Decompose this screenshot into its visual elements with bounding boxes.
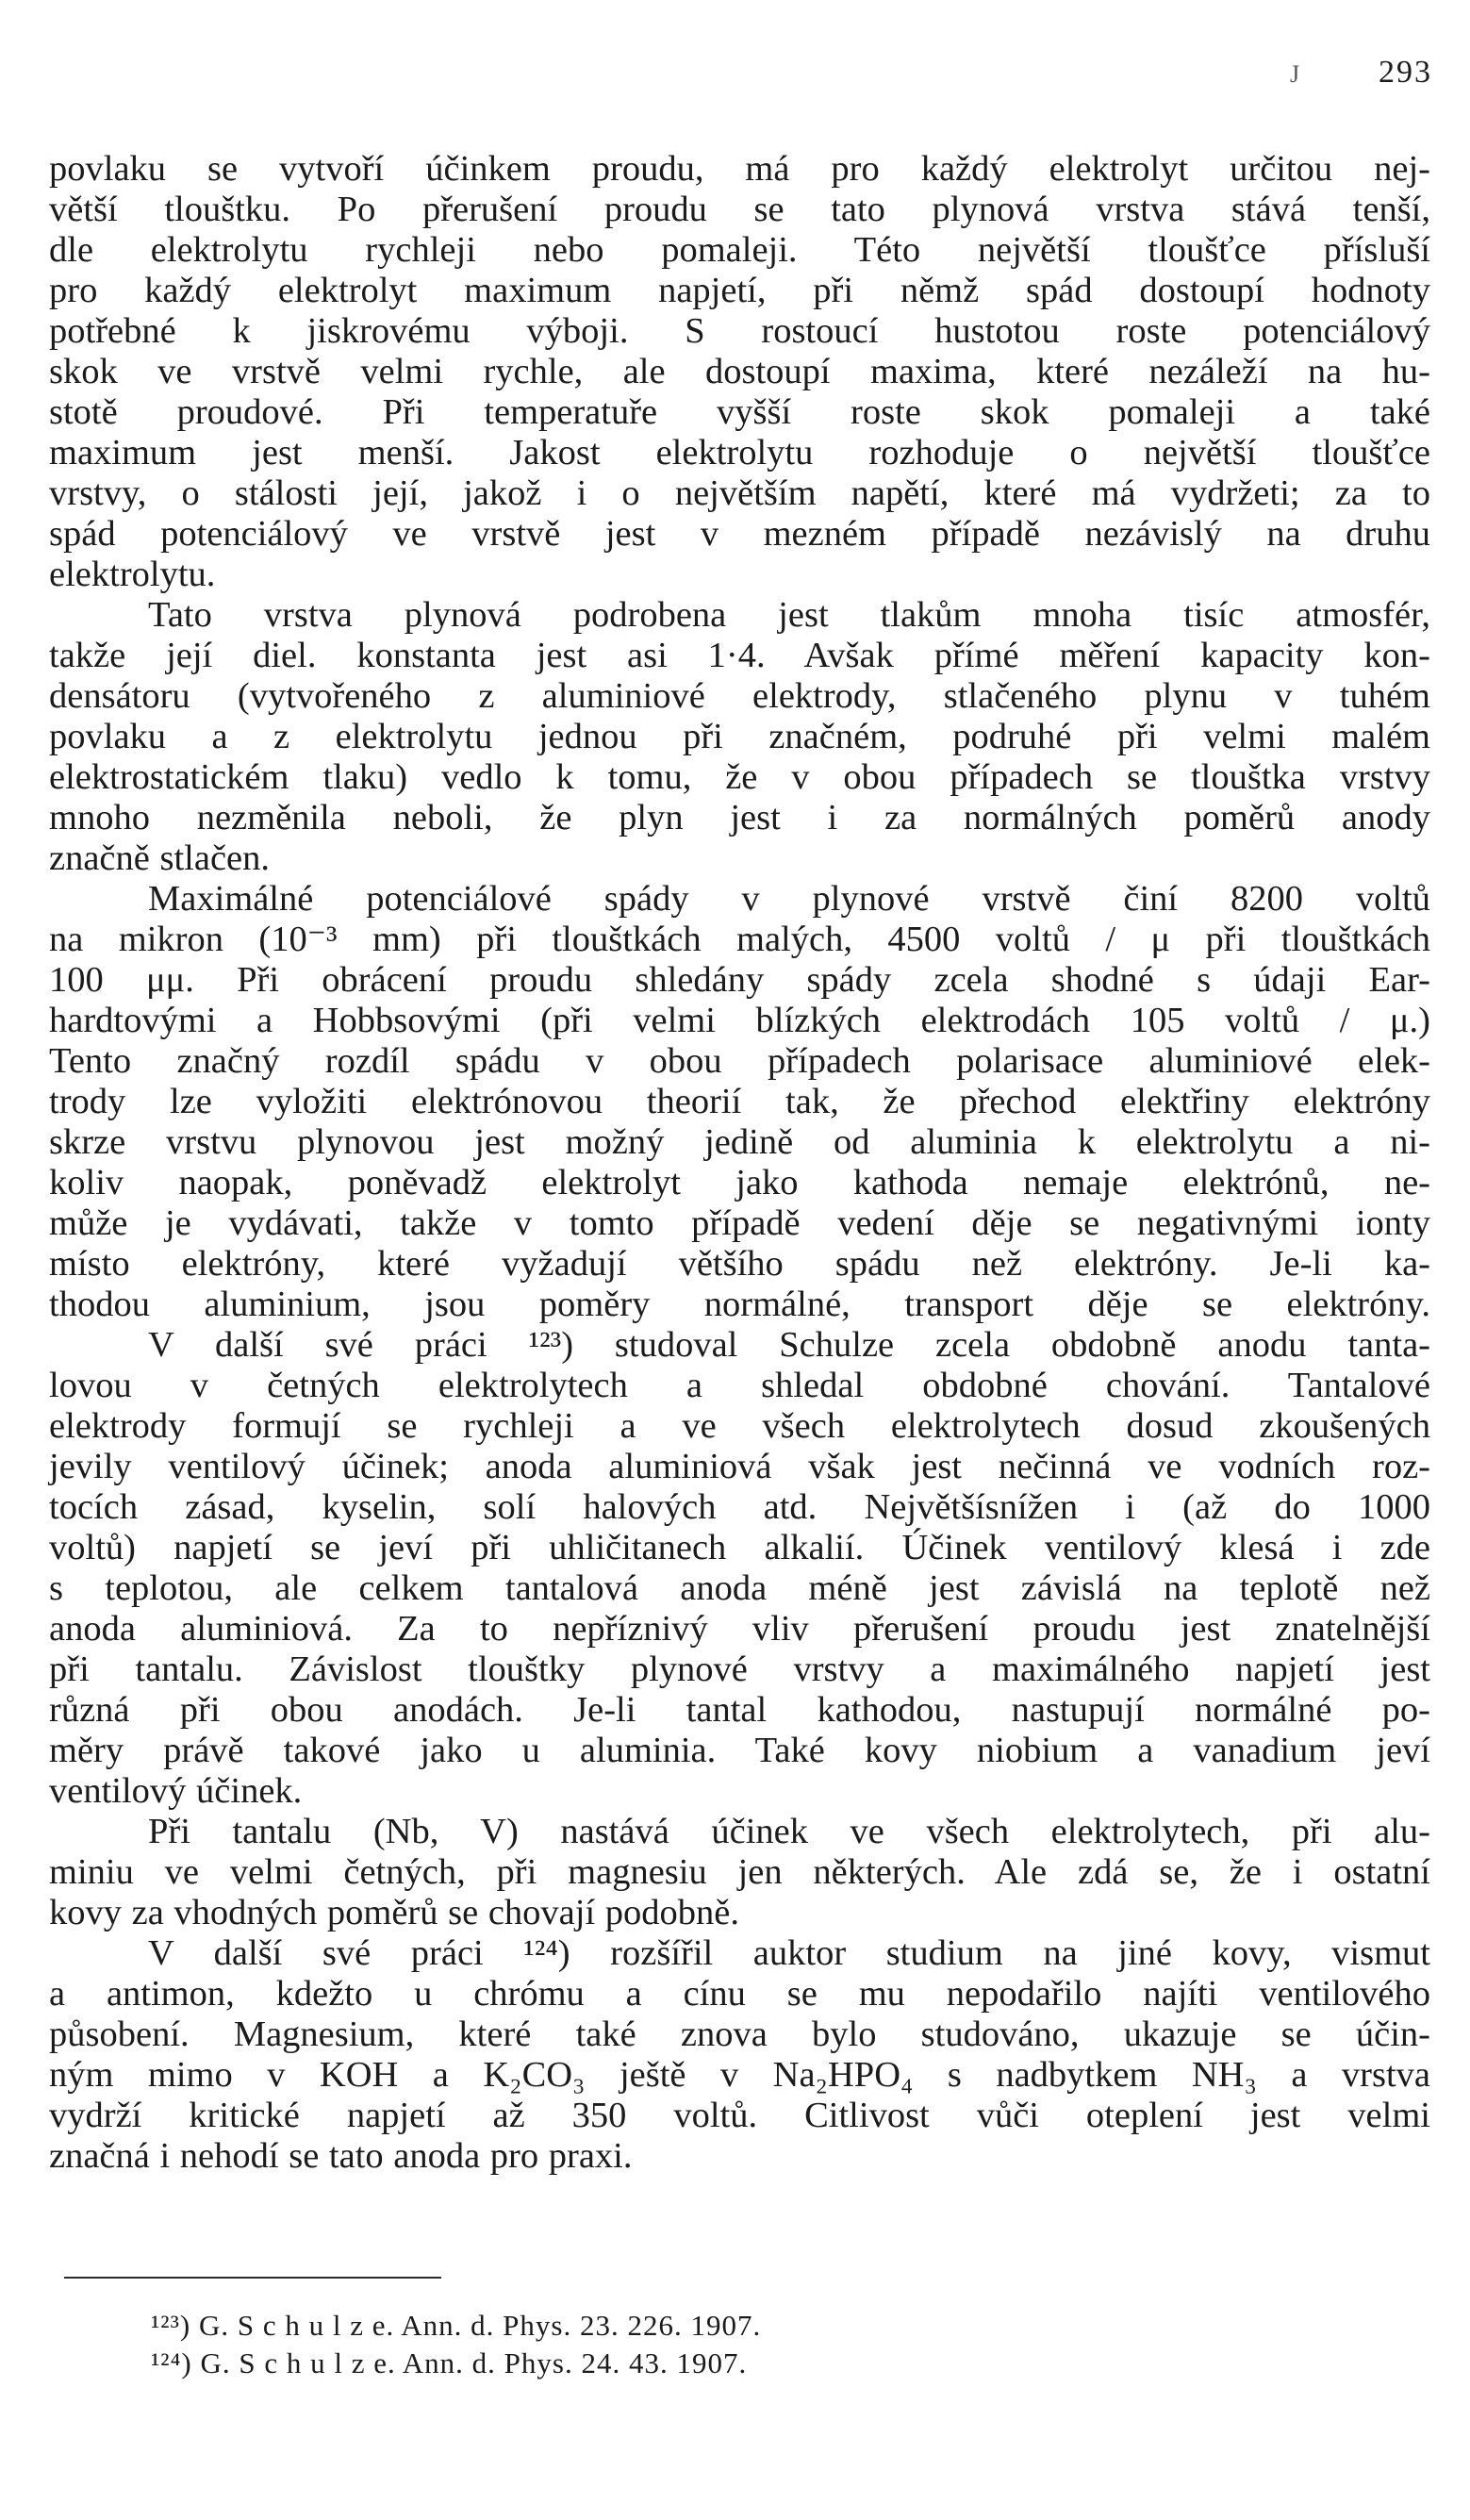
text-line: elektrostatickém tlaku) vedlo k tomu, že v obou případech se tlouštka vrstvy: [49, 757, 1430, 797]
text-line: elektrody formují se rychleji a ve všech elektrolytech dosud zkoušených: [49, 1406, 1430, 1446]
text-line: skok ve vrstvě velmi rychle, ale dostoupí maxima, které nezáleží na hu-: [49, 352, 1430, 391]
text-line: voltů) napjetí se jeví při uhličitanech alkalií. Účinek ventilový klesá i zde: [49, 1528, 1430, 1567]
text-line: 100 μμ. Při obrácení proudu shledány spády zcela shodné s údaji Ear-: [49, 960, 1430, 1000]
text-line: při tantalu. Závislost tlouštky plynové vrstvy a maximálného napjetí jest: [49, 1650, 1430, 1689]
footnote: ¹²³) G. S c h u l z e. Ann. d. Phys. 23. 226. 1907.: [151, 2309, 762, 2342]
text-line: povlaku a z elektrolytu jednou při značném, podruhé při velmi malém: [49, 717, 1430, 756]
text-line: anoda aluminiová. Za to nepříznivý vliv přerušení proudu jest znatelnější: [49, 1609, 1430, 1649]
text-line: maximum jest menší. Jakost elektrolytu rozhoduje o největší tloušťce: [49, 433, 1430, 472]
text-line: na mikron (10⁻³ mm) při tlouštkách malých, 4500 voltů / μ při tlouštkách: [49, 920, 1430, 959]
text-line: může je vydávati, takže v tomto případě vedení děje se negativnými ionty: [49, 1203, 1430, 1243]
text-line: Maximálné potenciálové spády v plynové vrstvě činí 8200 voltů: [148, 879, 1430, 919]
text-line: kovy za vhodných poměrů se chovají podobně.: [49, 1893, 739, 1932]
text-line: skrze vrstvu plynovou jest možný jedině od aluminia k elektrolytu a ni-: [49, 1122, 1430, 1162]
text-line: stotě proudové. Při temperatuře vyšší roste skok pomaleji a také: [49, 392, 1430, 432]
text-line: koliv naopak, poněvadž elektrolyt jako kathoda nemaje elektrónů, ne-: [49, 1163, 1430, 1202]
text-line: thodou aluminium, jsou poměry normálné, transport děje se elektróny.: [49, 1285, 1430, 1324]
text-line: miniu ve velmi četných, při magnesiu jen některých. Ale zdá se, že i ostatní: [49, 1852, 1430, 1892]
text-line: Při tantalu (Nb, V) nastává účinek ve všech elektrolytech, při alu-: [148, 1812, 1430, 1851]
text-line: Tato vrstva plynová podrobena jest tlakům mnoha tisíc atmosfér,: [148, 595, 1430, 635]
text-line: trody lze vyložiti elektrónovou theorií tak, že přechod elektřiny elektróny: [49, 1082, 1430, 1121]
page-number: 293: [1379, 55, 1432, 90]
text-line: mnoho nezměnila neboli, že plyn jest i za normálných poměrů anody: [49, 798, 1430, 837]
text-line: Tento značný rozdíl spádu v obou případech polarisace aluminiové elek-: [49, 1041, 1430, 1081]
footnotes: [151, 2307, 1188, 2382]
text-line: tocích zásad, kyselin, solí halových atd. Největšísnížen i (až do 1000: [49, 1487, 1430, 1527]
text-line: větší tlouštku. Po přerušení proudu se tato plynová vrstva stává tenší,: [49, 190, 1430, 229]
text-line: a antimon, kdežto u chrómu a cínu se mu nepodařilo najíti ventilového: [49, 1974, 1430, 2014]
text-line: potřebné k jiskrovému výboji. S rostoucí hustotou roste potenciálový: [49, 311, 1430, 351]
text-line: povlaku se vytvoří účinkem proudu, má pro každý elektrolyt určitou nej-: [49, 149, 1430, 189]
text-line: místo elektróny, které vyžadují většího spádu než elektróny. Je-li ka-: [49, 1244, 1430, 1284]
text-line: jevily ventilový účinek; anoda aluminiová však jest nečinná ve vodních roz-: [49, 1447, 1430, 1486]
body-text: [49, 149, 1430, 2177]
text-line: ným mimo v KOH a K₂CO₃ ještě v Na₂HPO₄ s nadbytkem NH₃ a vrstva: [49, 2055, 1430, 2095]
text-line: hardtovými a Hobbsovými (při velmi blízkých elektrodách 105 voltů / μ.): [49, 1001, 1430, 1040]
text-line: densátoru (vytvořeného z aluminiové elektrody, stlačeného plynu v tuhém: [49, 676, 1430, 716]
text-line: pro každý elektrolyt maximum napjetí, při němž spád dostoupí hodnoty: [49, 271, 1430, 310]
text-line: značně stlačen.: [49, 838, 270, 878]
stray-mark: J: [1290, 60, 1300, 88]
text-line: V další své práci ¹²⁴) rozšířil auktor studium na jiné kovy, vismut: [148, 1933, 1430, 1973]
text-line: V další své práci ¹²³) studoval Schulze zcela obdobně anodu tanta-: [148, 1325, 1430, 1365]
text-line: měry právě takové jako u aluminia. Také kovy niobium a vanadium jeví: [49, 1731, 1430, 1770]
text-line: různá při obou anodách. Je-li tantal kathodou, nastupují normálné po-: [49, 1690, 1430, 1730]
text-line: lovou v četných elektrolytech a shledal obdobné chování. Tantalové: [49, 1366, 1430, 1405]
text-line: spád potenciálový ve vrstvě jest v mezném případě nezávislý na druhu: [49, 514, 1430, 554]
footnote: ¹²⁴) G. S c h u l z e. Ann. d. Phys. 24. 43. 1907.: [151, 2346, 748, 2379]
text-line: takže její diel. konstanta jest asi 1·4. Avšak přímé měření kapacity kon-: [49, 636, 1430, 675]
text-line: vrstvy, o stálosti její, jakož i o největším napětí, které má vydržeti; za to: [49, 473, 1430, 513]
text-line: dle elektrolytu rychleji nebo pomaleji. Této největší tloušťce přísluší: [49, 230, 1430, 270]
footnote-divider: [64, 2277, 441, 2279]
text-line: elektrolytu.: [49, 555, 216, 594]
text-line: vydrží kritické napjetí až 350 voltů. Citlivost vůči oteplení jest velmi: [49, 2096, 1430, 2135]
text-line: s teplotou, ale celkem tantalová anoda méně jest závislá na teplotě než: [49, 1568, 1430, 1608]
text-line: ventilový účinek.: [49, 1771, 303, 1811]
text-line: značná i nehodí se tato anoda pro praxi.: [49, 2136, 633, 2176]
text-line: působení. Magnesium, které také znova bylo studováno, ukazuje se účin-: [49, 2014, 1430, 2054]
